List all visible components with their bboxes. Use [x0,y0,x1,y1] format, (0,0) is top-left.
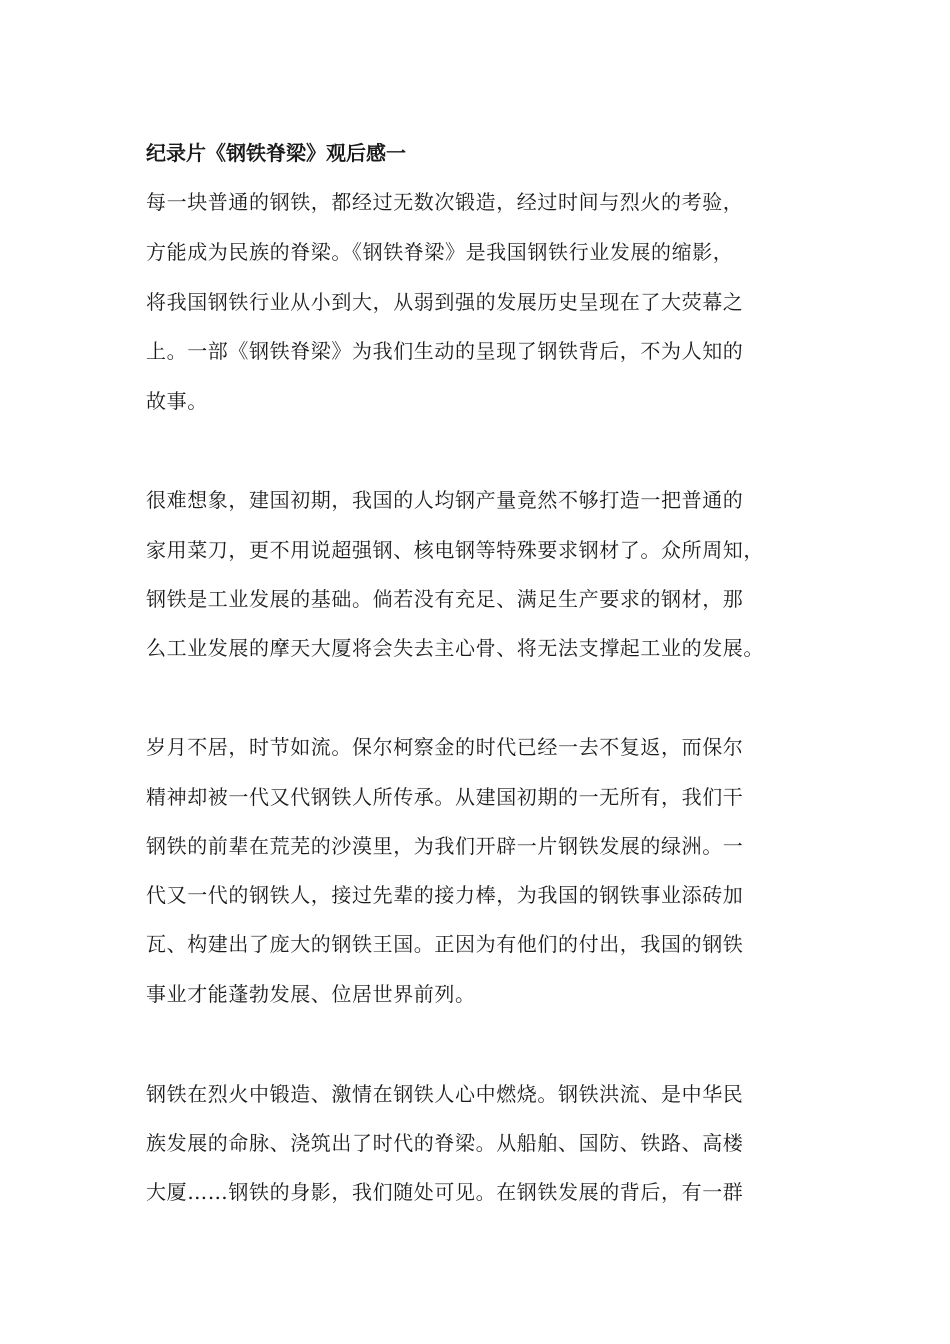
paragraph-4-line-2: 族发展的命脉、浇筑出了时代的脊梁。从船舶、国防、铁路、高楼 [146,1131,744,1155]
paragraph-4-line-3: 大厦……钢铁的身影，我们随处可见。在钢铁发展的背后，有一群 [146,1180,744,1204]
paragraph-2-line-2: 家用菜刀，更不用说超强钢、核电钢等特殊要求钢材了。众所周知， [146,538,764,562]
paragraph-2-line-1: 很难想象，建国初期，我国的人均钢产量竟然不够打造一把普通的 [146,488,744,512]
paragraph-1-line-3: 将我国钢铁行业从小到大，从弱到强的发展历史呈现在了大荧幕之 [146,290,744,314]
paragraph-4-line-1: 钢铁在烈火中锻造、激情在钢铁人心中燃烧。钢铁洪流、是中华民 [146,1082,744,1106]
paragraph-3-line-6: 事业才能蓬勃发展、位居世界前列。 [146,982,476,1006]
paragraph-1-line-2: 方能成为民族的脊梁。《钢铁脊梁》是我国钢铁行业发展的缩影， [146,240,734,264]
paragraph-2-line-4: 么工业发展的摩天大厦将会失去主心骨、将无法支撑起工业的发展。 [146,636,764,660]
paragraph-3-line-4: 代又一代的钢铁人，接过先辈的接力棒，为我国的钢铁事业添砖加 [146,883,744,907]
paragraph-2-line-3: 钢铁是工业发展的基础。倘若没有充足、满足生产要求的钢材，那 [146,587,744,611]
paragraph-1-line-4: 上。一部《钢铁脊梁》为我们生动的呈现了钢铁背后，不为人知的 [146,339,744,363]
paragraph-3-line-1: 岁月不居，时节如流。保尔柯察金的时代已经一去不复返，而保尔 [146,735,744,759]
paragraph-3-line-2: 精神却被一代又代钢铁人所传承。从建国初期的一无所有，我们干 [146,785,744,809]
document-title: 纪录片《钢铁脊梁》观后感一 [146,141,406,165]
paragraph-1-line-5: 故事。 [146,389,208,413]
paragraph-3-line-3: 钢铁的前辈在荒芜的沙漠里，为我们开辟一片钢铁发展的绿洲。一 [146,834,744,858]
paragraph-3-line-5: 瓦、构建出了庞大的钢铁王国。正因为有他们的付出，我国的钢铁 [146,932,744,956]
paragraph-1-line-1: 每一块普通的钢铁，都经过无数次锻造，经过时间与烈火的考验， [146,190,744,214]
